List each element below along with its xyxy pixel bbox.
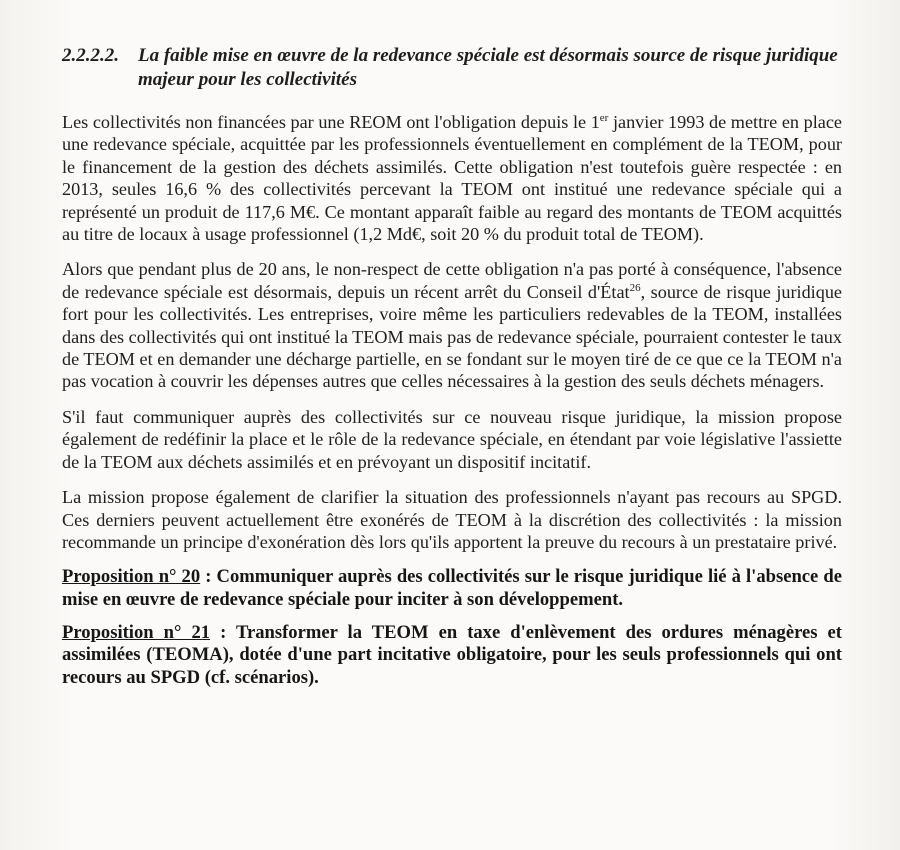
proposition-21-text: : Transformer la TEOM en taxe d'enlèvement des ordures ménagères et assimilées (TEOMA), dotée d'une part incitative obligatoire, pour les seuls professionnels qui ont recours au SPGD (cf. scénarios). [62, 621, 842, 688]
section-title: La faible mise en œuvre de la redevance spéciale est désormais source de risque juridique majeur pour les collectivités [138, 45, 838, 90]
footnote-reference: 26 [629, 281, 641, 294]
paragraph-4-text: La mission propose également de clarifier la situation des professionnels n'ayant pas recours au SPGD. Ces derniers peuvent actuellement être exonérés de TEOM à la discrétion des collectivités : la mission recommande un principe d'exonération dès lors qu'ils apportent la preuve du recours à un prestataire privé. [62, 487, 842, 552]
proposition-20-label: Proposition n° 20 [62, 566, 201, 588]
proposition-21 [62, 622, 842, 690]
paragraph-1-text-b: janvier 1993 de mettre en place une redevance spéciale, acquittée par les professionnels éventuellement en complément de la TEOM, pour le financement de la gestion des déchets assimilés. Cette obligation n'est toutefois guère respectée : en 2013, seules 16,6 % des collectivités percevant la TEOM ont institué une redevance spéciale qui a représenté un produit de 117,6 M€. Ce montant apparaît faible au regard des montants de TEOM acquittés au titre de locaux à usage professionnel (1,2 Md€, soit 20 % du produit total de TEOM). [62, 112, 842, 245]
paragraph-3-text: S'il faut communiquer auprès des collectivités sur ce nouveau risque juridique, la mission propose également de redéfinir la place et le rôle de la redevance spéciale, en étendant par voie législative l'assiette de la TEOM aux déchets assimilés et en prévoyant un dispositif incitatif. [62, 406, 842, 472]
paragraph-1-text-a: Les collectivités non financées par une REOM ont l'obligation depuis le 1 [62, 112, 600, 132]
ordinal-superscript: er [599, 112, 609, 124]
paragraph-3 [62, 406, 842, 473]
section-number: 2.2.2.2. [62, 45, 119, 66]
proposition-21-label: Proposition n° 21 [62, 621, 211, 643]
paragraph-2 [62, 258, 842, 392]
proposition-20-text: : Communiquer auprès des collectivités sur le risque juridique lié à l'absence de mise en œuvre de redevance spéciale pour inciter à son développement. [62, 566, 842, 610]
paragraph-2-text-a: Alors que pendant plus de 20 ans, le non-respect de cette obligation n'a pas porté à conséquence, l'absence de redevance spéciale est désormais, depuis un récent arrêt du Conseil d'État [62, 259, 842, 302]
paragraph-4 [62, 486, 842, 553]
section-heading [62, 44, 842, 92]
document-body [62, 44, 842, 689]
paragraph-2-text-b: , source de risque juridique fort pour les collectivités. Les entreprises, voire même les particuliers redevables de la TEOM, installées dans des collectivités qui ont institué la TEOM mais pas de redevance spéciale, pourraient contester le taux de TEOM et en demander une décharge partielle, en se fondant sur le moyen tiré de ce que ce la TEOM n'a pas vocation à couvrir les dépenses autres que celles nécessaires à la gestion des seuls déchets ménagers. [62, 281, 842, 392]
proposition-20 [62, 566, 842, 611]
paragraph-1 [62, 111, 842, 245]
